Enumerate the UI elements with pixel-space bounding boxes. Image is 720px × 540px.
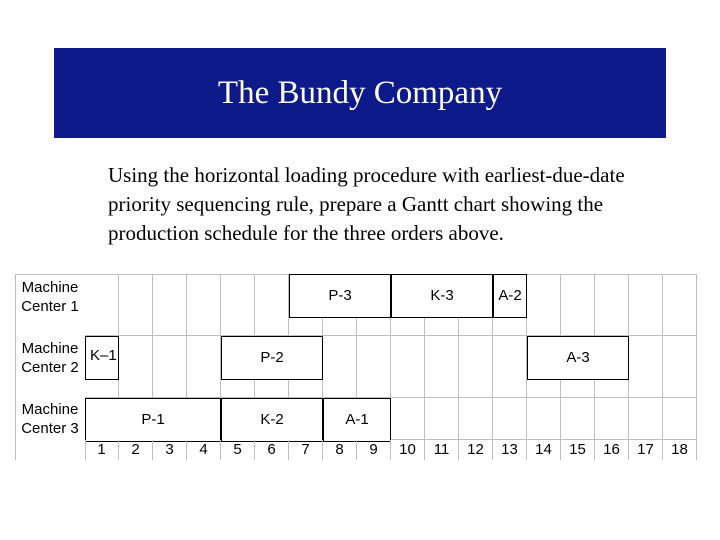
gantt-bar-label: P-2 [260,349,284,366]
day-number: 4 [187,440,221,460]
gantt-bar [493,274,527,318]
grid-cell [187,274,221,336]
grid-cell [663,274,697,336]
grid-cell [391,398,425,440]
day-number: 16 [595,440,629,460]
grid-cell [493,398,527,440]
gantt-bar [391,274,493,318]
day-number: 5 [221,440,255,460]
gantt-bar-label: A-2 [498,287,522,304]
grid-cell [595,398,629,440]
instruction-text: Using the horizontal loading procedure with earliest-due-date priority sequencing rule, prepare a Gantt chart showing the production schedule for the three orders above. [108,163,625,245]
gantt-bar-label: P-3 [328,287,352,304]
day-number: 12 [459,440,493,460]
row-label-mc3: Machine Center 3 [21,401,79,437]
gantt-bar-label: P-1 [141,411,165,428]
row-label-mc2: Machine Center 2 [21,340,79,376]
day-number: 17 [629,440,663,460]
grid-cell [391,336,425,398]
day-number: 11 [425,440,459,460]
grid-cell [459,336,493,398]
grid-cell [629,398,663,440]
day-number: 6 [255,440,289,460]
grid-cell [527,274,561,336]
day-number: 13 [493,440,527,460]
grid-cell [493,336,527,398]
grid-cell [425,398,459,440]
grid-cell [85,274,119,336]
day-number: 8 [323,440,357,460]
day-number: 2 [119,440,153,460]
title-banner [54,48,666,138]
day-number: 9 [357,440,391,460]
day-row-left-border [85,440,86,460]
gantt-bar-label: K-3 [430,287,454,304]
gantt-bar [85,336,119,380]
gantt-bar-label: A-3 [566,349,590,366]
gantt-bar-label: A-1 [345,411,369,428]
day-number: 1 [85,440,119,460]
day-number: 15 [561,440,595,460]
grid-cell [153,274,187,336]
grid-cell [119,274,153,336]
grid-cell [425,336,459,398]
gantt-bar [85,398,221,442]
grid-cell [323,336,357,398]
gantt-chart [15,274,695,460]
gantt-bar [221,336,323,380]
gantt-bar [527,336,629,380]
day-number: 14 [527,440,561,460]
gantt-bar-label: K-2 [260,411,284,428]
grid-cell [221,274,255,336]
row-label-mc1: Machine Center 1 [21,279,79,315]
grid-cell [187,336,221,398]
gantt-bar [221,398,323,442]
page-title: The Bundy Company [217,74,503,111]
day-number: 10 [391,440,425,460]
day-number: 3 [153,440,187,460]
grid-cell [459,398,493,440]
gantt-bar-label: K–1 [90,347,117,364]
grid-cell [119,336,153,398]
grid-cell [663,336,697,398]
grid-cell [663,398,697,440]
grid-cell [595,274,629,336]
day-number: 18 [663,440,697,460]
grid-cell [153,336,187,398]
grid-cell [561,398,595,440]
gantt-bar [323,398,391,442]
grid-cell [629,274,663,336]
grid-cell [255,274,289,336]
gantt-bar [289,274,391,318]
grid-cell [357,336,391,398]
grid-cell [527,398,561,440]
grid-cell [629,336,663,398]
grid-cell [561,274,595,336]
day-number: 7 [289,440,323,460]
